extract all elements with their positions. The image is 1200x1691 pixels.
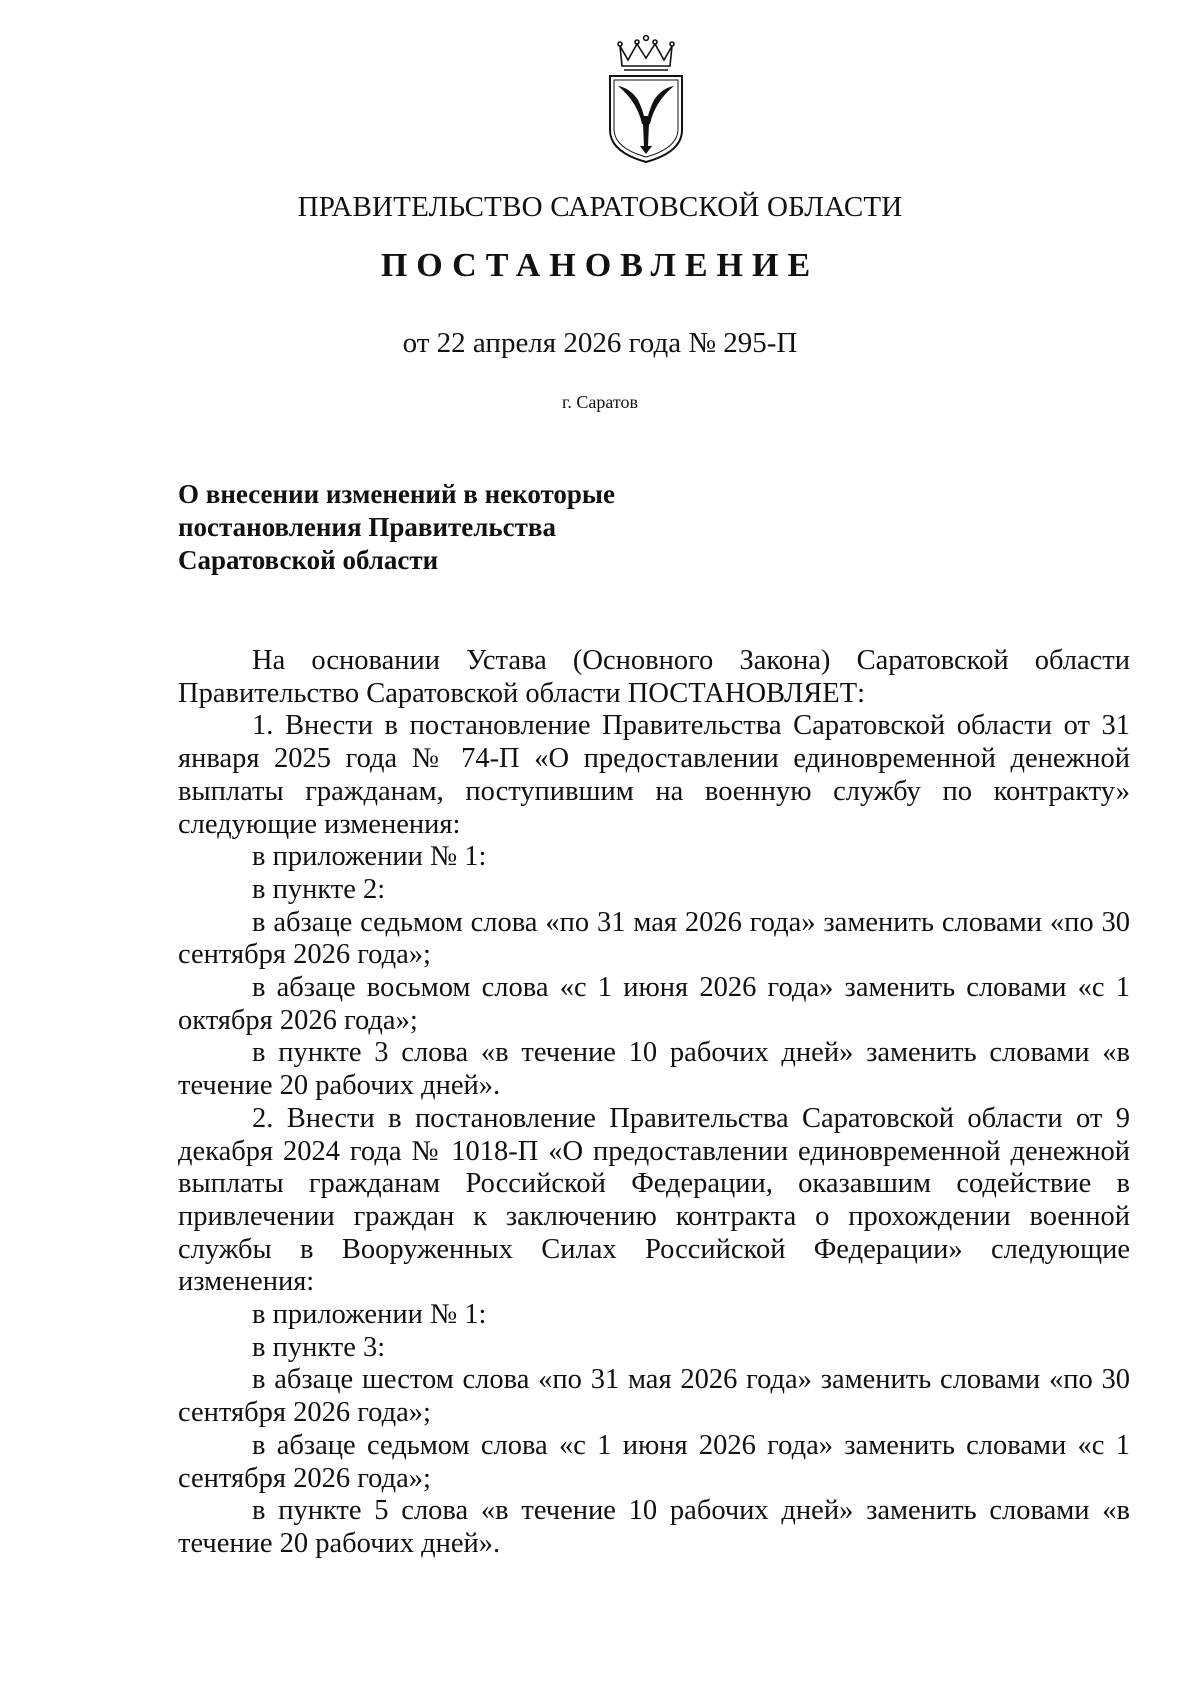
body-paragraph: в пункте 3 слова «в течение 10 рабочих дней» заменить словами «в течение 20 рабочих дней». xyxy=(178,1037,1130,1102)
subject-line: постановления Правительства xyxy=(178,512,556,542)
body-paragraph: в абзаце седьмом слова «по 31 мая 2026 года» заменить словами «по 30 сентября 2026 года»; xyxy=(178,906,1130,971)
coat-of-arms-icon xyxy=(604,34,688,164)
document-subject xyxy=(178,478,778,577)
body-paragraph: в приложении № 1: xyxy=(252,1299,487,1331)
body-paragraph: 1. Внести в постановление Правительства Саратовской области от 31 января 2025 года № 74-П «О предоставлении единовременной денежной выплаты гражданам, поступившим на военную службу по контракту» следующие изменения: xyxy=(178,710,1130,840)
city: г. Саратов xyxy=(562,392,638,412)
document-type: ПОСТАНОВЛЕНИЕ xyxy=(380,247,820,284)
body-paragraph: в пункте 3: xyxy=(252,1331,386,1363)
body-paragraph: в пункте 2: xyxy=(252,873,386,905)
body-paragraph: в приложении № 1: xyxy=(252,841,487,873)
body-paragraph: в абзаце седьмом слова «с 1 июня 2026 года» заменить словами «с 1 сентября 2026 года»; xyxy=(178,1429,1130,1494)
date-and-number: от 22 апреля 2026 года № 295-П xyxy=(402,327,798,359)
organization-name: ПРАВИТЕЛЬСТВО САРАТОВСКОЙ ОБЛАСТИ xyxy=(297,191,903,223)
document-body xyxy=(178,645,1130,1561)
subject-line: О внесении изменений в некоторые xyxy=(178,479,615,509)
body-paragraph: На основании Устава (Основного Закона) Саратовской области Правительство Саратовской области ПОСТАНОВЛЯЕТ: xyxy=(178,645,1130,709)
body-paragraph: в абзаце шестом слова «по 31 мая 2026 года» заменить словами «по 30 сентября 2026 года»; xyxy=(178,1364,1130,1429)
body-paragraph: в абзаце восьмом слова «с 1 июня 2026 года» заменить словами «с 1 октября 2026 года»; xyxy=(178,972,1130,1036)
body-paragraph: 2. Внести в постановление Правительства Саратовской области от 9 декабря 2024 года № 1018-П «О предоставлении единовременной денежной выплаты гражданам Российской Федерации, оказавшим содействие в привлечении граждан к заключению контракта о прохождении военной службы в Вооруженных Силах Российской Федерации» следующие изменения: xyxy=(178,1102,1130,1298)
body-paragraph: в пункте 5 слова «в течение 10 рабочих дней» заменить словами «в течение 20 рабочих дней». xyxy=(178,1495,1130,1559)
subject-line: Саратовской области xyxy=(178,545,439,575)
